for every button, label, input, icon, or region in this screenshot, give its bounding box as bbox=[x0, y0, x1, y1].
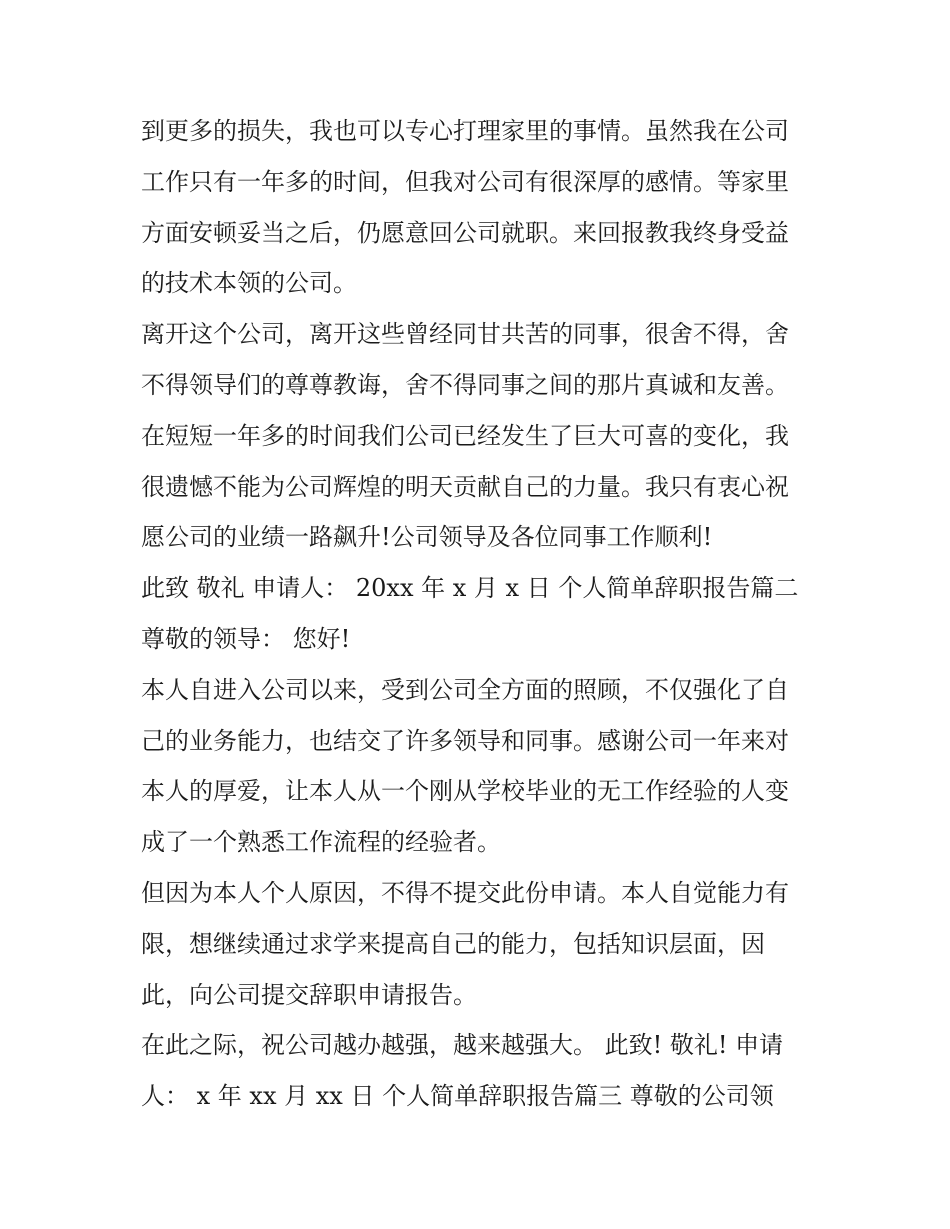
text-line: 不得领导们的尊尊教诲，舍不得同事之间的那片真诚和友善。 bbox=[141, 370, 789, 399]
document-body bbox=[141, 106, 821, 1122]
text-line: 愿公司的业绩一路飙升!公司领导及各位同事工作顺利! bbox=[141, 523, 713, 552]
text-line: 限，想继续通过求学来提高自己的能力，包括知识层面，因 bbox=[141, 929, 765, 958]
text-line: 的技术本领的公司。 bbox=[141, 269, 357, 298]
text-line: 工作只有一年多的时间，但我对公司有很深厚的感情。等家里 bbox=[141, 167, 789, 196]
text-line: 本人的厚爱，让本人从一个刚从学校毕业的无工作经验的人变 bbox=[141, 777, 789, 806]
text-line: 本人自进入公司以来，受到公司全方面的照顾，不仅强化了自 bbox=[141, 675, 789, 704]
text-line: 方面安顿妥当之后，仍愿意回公司就职。来回报教我终身受益 bbox=[141, 218, 789, 247]
text-line: 己的业务能力，也结交了许多领导和同事。感谢公司一年来对 bbox=[141, 726, 789, 755]
text-line: 此，向公司提交辞职申请报告。 bbox=[141, 980, 477, 1009]
text-line: 到更多的损失，我也可以专心打理家里的事情。虽然我在公司 bbox=[141, 117, 789, 145]
text-line: 成了一个熟悉工作流程的经验者。 bbox=[141, 828, 501, 857]
text-line: 尊敬的领导： 您好! bbox=[141, 624, 351, 653]
text-line: 在短短一年多的时间我们公司已经发生了巨大可喜的变化，我 bbox=[141, 421, 789, 450]
text-line: 此致 敬礼 申请人： 20xx 年 x 月 x 日 个人简单辞职报告篇二 bbox=[141, 574, 799, 603]
text-line: 离开这个公司，离开这些曾经同甘共苦的同事，很舍不得，舍 bbox=[141, 320, 789, 349]
text-line: 但因为本人个人原因，不得不提交此份申请。本人自觉能力有 bbox=[141, 878, 789, 907]
text-line: 人： x 年 xx 月 xx 日 个人简单辞职报告篇三 尊敬的公司领 bbox=[141, 1082, 774, 1111]
text-line: 在此之际，祝公司越办越强，越来越强大。 此致! 敬礼! 申请 bbox=[141, 1031, 784, 1060]
text-line: 很遗憾不能为公司辉煌的明天贡献自己的力量。我只有衷心祝 bbox=[141, 472, 789, 501]
